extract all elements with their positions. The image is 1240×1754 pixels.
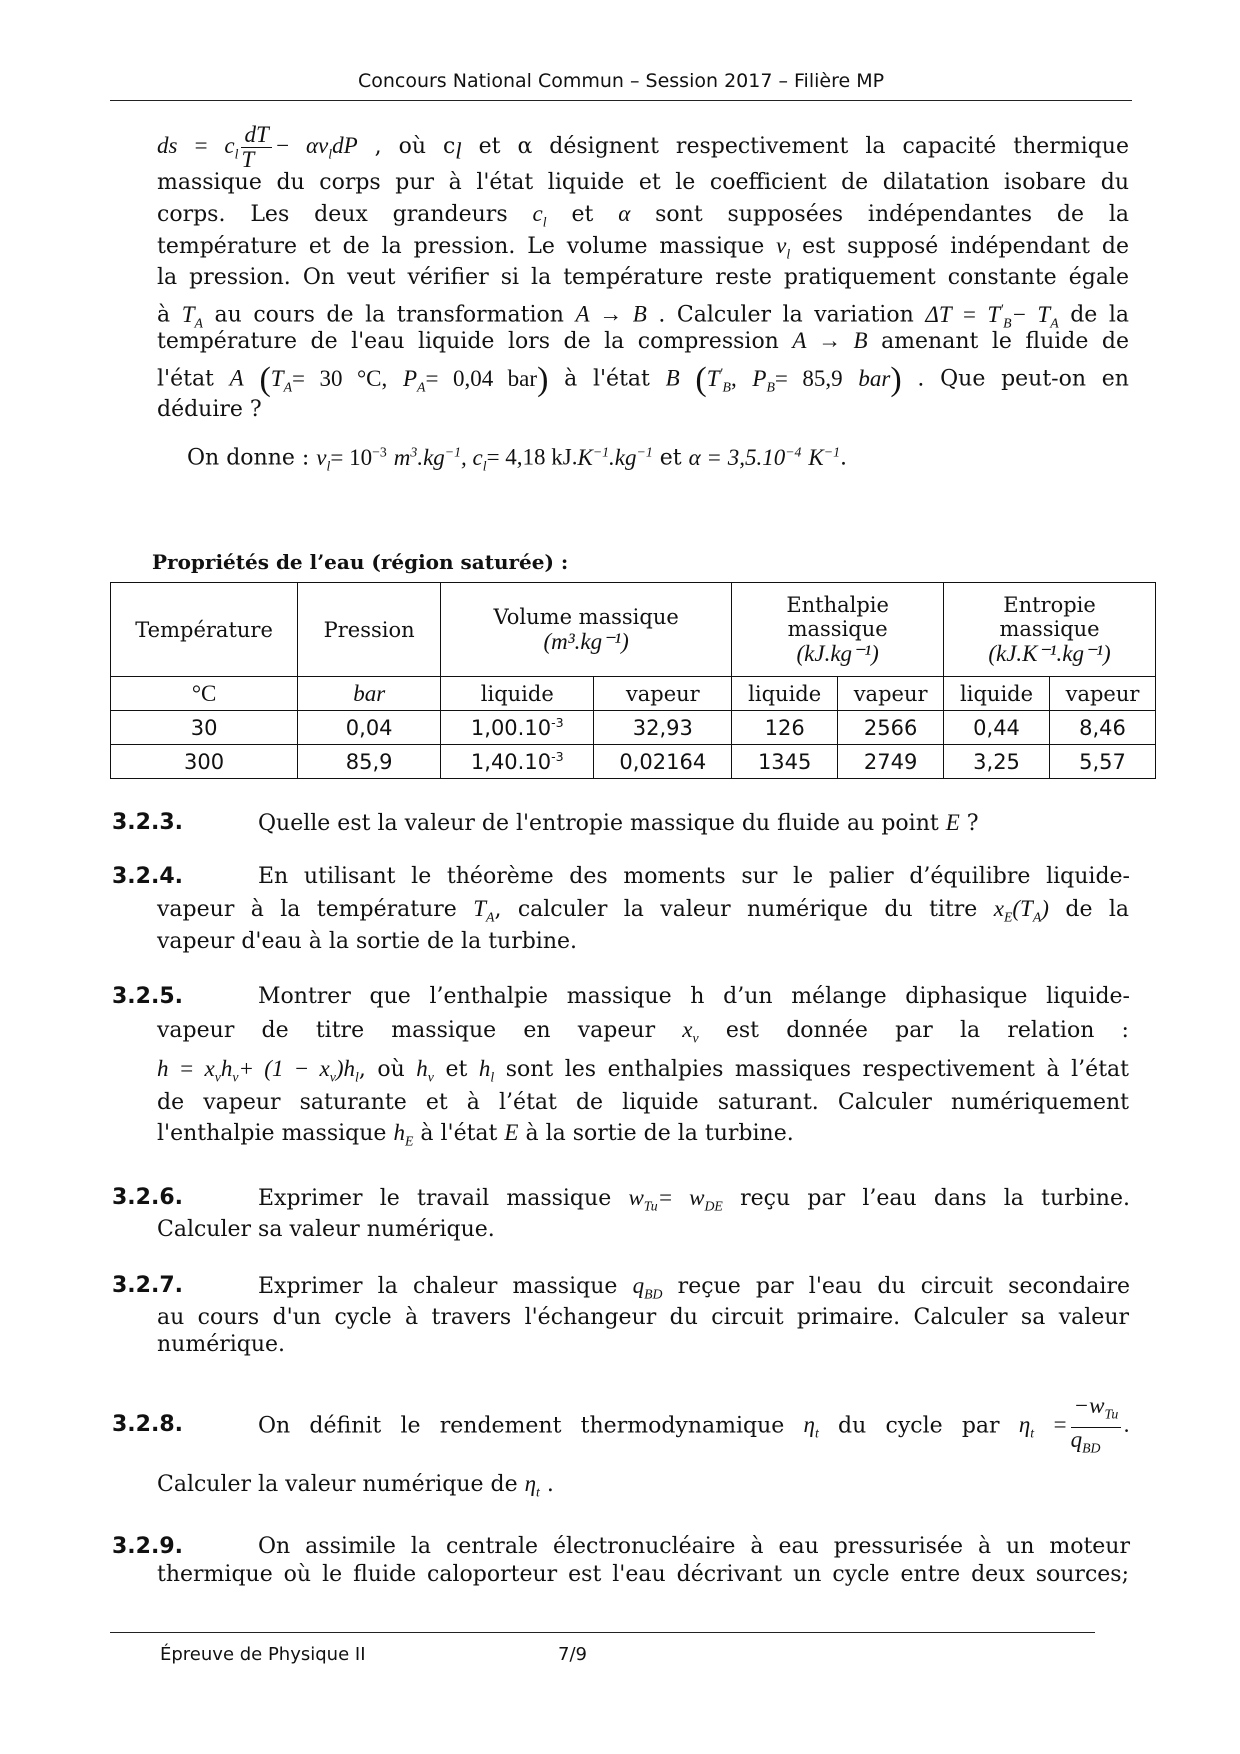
intro-line-7: température de l'eau liquide lors de la compression A → B amenant le fluide de	[157, 328, 1129, 354]
question-3-2-5-line-5: l'enthalpie massique $h_E$ à l'état E à la sortie de la turbine.	[157, 1120, 794, 1149]
question-3-2-7-line-3: numérique.	[157, 1332, 286, 1357]
page-header: Concours National Commun – Session 2017 – Filière MP	[357, 70, 885, 92]
header-entropie: Entropie massique (kJ.K⁻¹.kg⁻¹)	[944, 583, 1156, 677]
intro-text-1: , où $c_l$	[374, 134, 462, 164]
frac-dT-T: $\frac{dT}{T}$	[241, 123, 271, 172]
question-3-2-9-line-1: On assimile la centrale électronucléaire à eau pressurisée à un moteur	[258, 1534, 1130, 1559]
eq-ds: ds = $c_l$	[157, 133, 239, 162]
question-number-3-2-3: 3.2.3.	[112, 810, 183, 835]
table-title: Propriétés de l’eau (région saturée) :	[152, 550, 569, 574]
cell-entropie-vapeur: 5,57	[1050, 745, 1156, 779]
intro-text-1b: et α désignent respectivement la capacité thermique	[478, 134, 1129, 159]
header-enthalpie: Enthalpie massique (kJ.kg⁻¹)	[732, 583, 944, 677]
question-number-3-2-8: 3.2.8.	[112, 1412, 183, 1437]
question-3-2-3: Quelle est la valeur de l'entropie massique du fluide au point E ?	[258, 810, 979, 836]
intro-line-1	[157, 118, 1129, 174]
question-3-2-4-line-1: En utilisant le théorème des moments sur le palier d’équilibre liquide-	[258, 864, 1130, 889]
question-3-2-6-line-1: Exprimer le travail massique $w_{Tu}= w_{DE}$ reçu par l’eau dans la turbine.	[258, 1185, 1130, 1214]
cell-volume-liquide: $1,40.10^{-3}$	[441, 745, 594, 779]
eq-alpha-v: − $\alpha v_ldP$	[274, 133, 358, 162]
cell-volume-vapeur: 32,93	[594, 711, 732, 745]
question-3-2-8-line-2: Calculer la valeur numérique de $\eta_t$ .	[157, 1471, 554, 1500]
cell-volume-vapeur: 0,02164	[594, 745, 732, 779]
cell-entropie-liquide: 3,25	[944, 745, 1050, 779]
cell-temperature: 300	[111, 745, 298, 779]
cell-entropie-liquide: 0,44	[944, 711, 1050, 745]
unit-vapeur: vapeur	[838, 677, 944, 711]
table-row	[111, 711, 1156, 745]
intro-line-9: déduire ?	[157, 397, 262, 422]
cell-temperature: 30	[111, 711, 298, 745]
header-pression: Pression	[298, 583, 441, 677]
footer-rule	[110, 1632, 1095, 1633]
question-number-3-2-6: 3.2.6.	[112, 1185, 183, 1210]
footer-title: Épreuve de Physique II	[160, 1644, 366, 1665]
header-temperature: Température	[111, 583, 298, 677]
header-volume: Volume massique (m³.kg⁻¹)	[441, 583, 732, 677]
question-3-2-4-line-3: vapeur d'eau à la sortie de la turbine.	[157, 929, 578, 954]
question-3-2-6-line-2: Calculer sa valeur numérique.	[157, 1217, 495, 1242]
unit-liquide: liquide	[944, 677, 1050, 711]
given-values: On donne : $v_l= 10^{-3}$ $m^3.kg^{-1}$, $c_l= 4,18$ $kJ.K^{-1}.kg^{-1}$ et $\alpha = 3,5.10^{-4}$ $K^{-1}$.	[187, 444, 847, 474]
question-3-2-7-line-2: au cours d'un cycle à travers l'échangeur du circuit primaire. Calculer sa valeur	[157, 1305, 1129, 1330]
unit-celsius: °C	[111, 677, 298, 711]
cell-enthalpie-liquide: 126	[732, 711, 838, 745]
question-number-3-2-5: 3.2.5.	[112, 984, 183, 1009]
header-rule	[110, 100, 1132, 101]
intro-line-3: corps. Les deux grandeurs $c_l$ et α sont supposées indépendantes de la	[157, 201, 1129, 230]
question-number-3-2-4: 3.2.4.	[112, 864, 183, 889]
question-3-2-5-line-4: de vapeur saturante et à l’état de liquide saturant. Calculer numériquement	[157, 1090, 1129, 1115]
cell-enthalpie-vapeur: 2566	[838, 711, 944, 745]
intro-line-4: température et de la pression. Le volume massique $v_l$ est supposé indépendant de	[157, 233, 1129, 262]
cell-enthalpie-vapeur: 2749	[838, 745, 944, 779]
cell-enthalpie-liquide: 1345	[732, 745, 838, 779]
intro-line-5: la pression. On veut vérifier si la température reste pratiquement constante égale	[157, 265, 1129, 290]
cell-pression: 85,9	[298, 745, 441, 779]
unit-vapeur: vapeur	[594, 677, 732, 711]
cell-volume-liquide: $1,00.10^{-3}$	[441, 711, 594, 745]
table-units-row	[111, 677, 1156, 711]
table-header-row	[111, 583, 1156, 677]
question-3-2-5-line-2: vapeur de titre massique en vapeur $x_v$ est donnée par la relation :	[157, 1017, 1129, 1046]
question-3-2-5-line-3: $h = x_vh_v+ (1 - x_v)h_l$, où $h_v$ et $h_l$ sont les enthalpies massiques respectivement à l’état	[157, 1056, 1129, 1085]
unit-bar: bar	[298, 677, 441, 711]
efficiency-fraction: $\frac{-w_{Tu}}{q_{BD}}$	[1071, 1394, 1122, 1460]
question-3-2-5-line-1: Montrer que l’enthalpie massique h d’un mélange diphasique liquide-	[258, 984, 1130, 1009]
intro-line-8: l'état A ($T_A= 30$ °C, $P_A= 0,04$ bar) à l'état B ($T'_B$, $P_B= 85,9$ bar) . Que peut-on en	[157, 360, 1129, 398]
question-3-2-8-line-1: On définit le rendement thermodynamique $\eta_t$ du cycle par $\eta_t$ = $\frac{-w_{Tu}}{q_{BD}}$ .	[258, 1394, 1130, 1456]
unit-liquide: liquide	[441, 677, 594, 711]
unit-vapeur: vapeur	[1050, 677, 1156, 711]
intro-line-6: à $T_A$ au cours de la transformation A → B . Calculer la variation $\Delta T = T'_B- T_A$ de la	[157, 301, 1130, 331]
page-number: 7/9	[558, 1644, 587, 1665]
cell-pression: 0,04	[298, 711, 441, 745]
table-row	[111, 745, 1156, 779]
cell-entropie-vapeur: 8,46	[1050, 711, 1156, 745]
question-number-3-2-9: 3.2.9.	[112, 1534, 183, 1559]
unit-liquide: liquide	[732, 677, 838, 711]
water-properties-table	[110, 582, 1156, 779]
question-3-2-9-line-2: thermique où le fluide caloporteur est l'eau décrivant un cycle entre deux sources;	[157, 1562, 1129, 1587]
question-3-2-7-line-1: Exprimer la chaleur massique $q_{BD}$ reçue par l'eau du circuit secondaire	[258, 1273, 1130, 1302]
question-number-3-2-7: 3.2.7.	[112, 1273, 183, 1298]
question-3-2-4-line-2: vapeur à la température $T_A$, calculer la valeur numérique du titre $x_E(T_A)$ de la	[157, 896, 1130, 925]
intro-line-2: massique du corps pur à l'état liquide et le coefficient de dilatation isobare du	[157, 170, 1129, 195]
